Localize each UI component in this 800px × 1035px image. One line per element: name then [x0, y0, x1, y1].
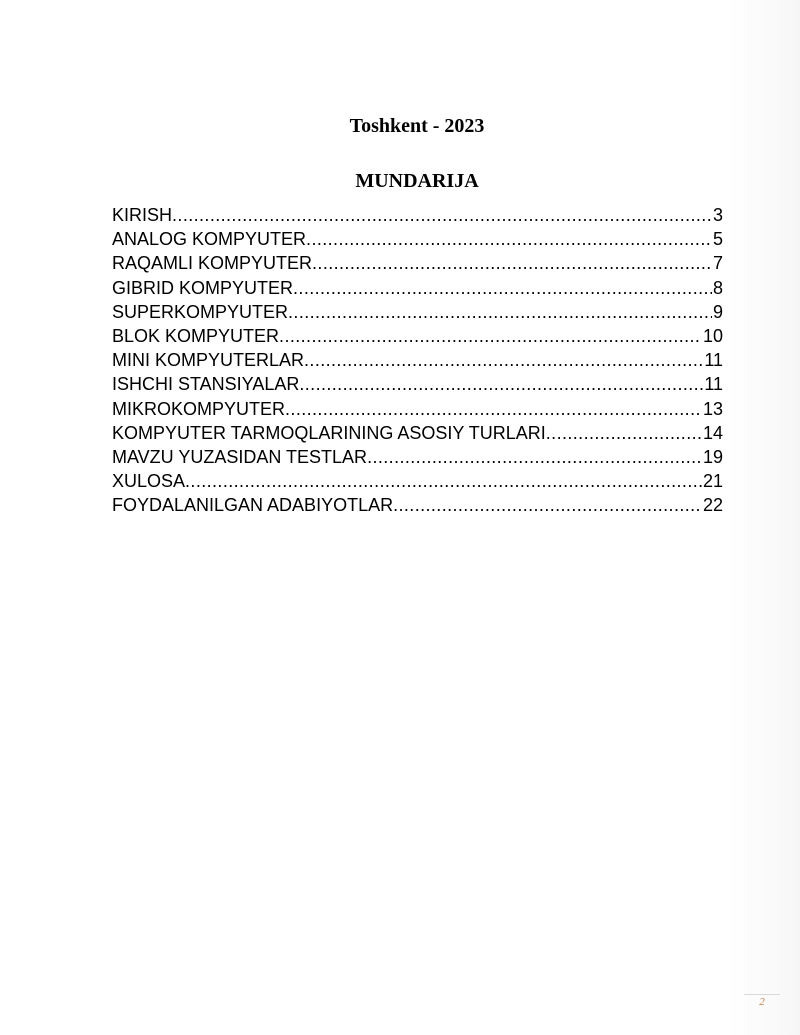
toc-entry-ishchi-stansiyalar[interactable] [112, 372, 723, 396]
toc-entry-superkompyuter[interactable] [112, 300, 723, 324]
toc-entry-page: 14 [702, 422, 723, 443]
page-edge-shadow [728, 0, 800, 1035]
toc-entry-mini-kompyuterlar[interactable] [112, 348, 723, 372]
toc-entry-kompyuter-tarmoqlari[interactable] [112, 421, 723, 445]
toc-entry-label: BLOK KOMPYUTER [112, 325, 280, 346]
toc-entry-page: 19 [702, 446, 723, 467]
toc-entry-page: 10 [702, 325, 723, 346]
toc-entry-page: 5 [712, 229, 723, 250]
dot-leader [306, 227, 712, 251]
toc-entry-label: XULOSA [112, 471, 186, 492]
dot-leader [304, 348, 703, 372]
toc-entry-xulosa[interactable] [112, 469, 723, 493]
toc-entry-page: 11 [704, 350, 723, 371]
dot-leader [285, 397, 702, 421]
toc-entry-mikrokompyuter[interactable] [112, 397, 723, 421]
toc-entry-label: MIKROKOMPYUTER [112, 398, 286, 419]
toc-entry-label: KIRISH [112, 205, 173, 225]
dot-leader [546, 421, 702, 445]
toc-entry-page: 22 [702, 495, 723, 516]
toc-entry-label: FOYDALANILGAN ADABIYOTLAR [112, 495, 394, 516]
dot-leader [293, 276, 712, 300]
footer-divider [744, 994, 780, 995]
dot-leader [367, 445, 702, 469]
dot-leader [299, 372, 703, 396]
toc-entry-kirish[interactable] [112, 203, 723, 227]
page-number: 2 [759, 996, 765, 1008]
toc-entry-page: 3 [712, 205, 723, 225]
toc-entry-label: RAQAMLI KOMPYUTER [112, 253, 313, 274]
toc-entry-label: KOMPYUTER TARMOQLARINING ASOSIY TURLARI [112, 422, 546, 443]
dot-leader [393, 493, 702, 517]
toc-entry-label: GIBRID KOMPYUTER [112, 277, 294, 298]
toc-entry-blok-kompyuter[interactable] [112, 324, 723, 348]
dot-leader [279, 324, 702, 348]
dot-leader [172, 203, 712, 227]
table-of-contents-title: MUNDARIJA [355, 170, 479, 192]
toc-entry-label: ANALOG KOMPYUTER [112, 229, 307, 250]
dot-leader [288, 300, 712, 324]
dot-leader [185, 469, 702, 493]
document-city-year: Toshkent - 2023 [349, 115, 485, 137]
toc-entry-mavzu-testlar[interactable] [112, 445, 723, 469]
toc-entry-page: 8 [712, 277, 723, 298]
dot-leader [312, 251, 712, 275]
toc-entry-analog-kompyuter[interactable] [112, 227, 723, 251]
toc-entry-label: MINI KOMPYUTERLAR [112, 350, 305, 371]
toc-entry-gibrid-kompyuter[interactable] [112, 276, 723, 300]
toc-entry-page: 13 [702, 398, 723, 419]
toc-entry-label: SUPERKOMPYUTER [112, 301, 289, 322]
toc-entry-label: MAVZU YUZASIDAN TESTLAR [112, 446, 368, 467]
toc-entry-page: 9 [712, 301, 723, 322]
table-of-contents [112, 203, 723, 517]
toc-entry-adabiyotlar[interactable] [112, 493, 723, 517]
toc-entry-raqamli-kompyuter[interactable] [112, 251, 723, 275]
toc-entry-page: 21 [702, 471, 723, 492]
toc-entry-label: ISHCHI STANSIYALAR [112, 374, 300, 395]
toc-entry-page: 7 [712, 253, 723, 274]
toc-entry-page: 11 [704, 374, 723, 395]
